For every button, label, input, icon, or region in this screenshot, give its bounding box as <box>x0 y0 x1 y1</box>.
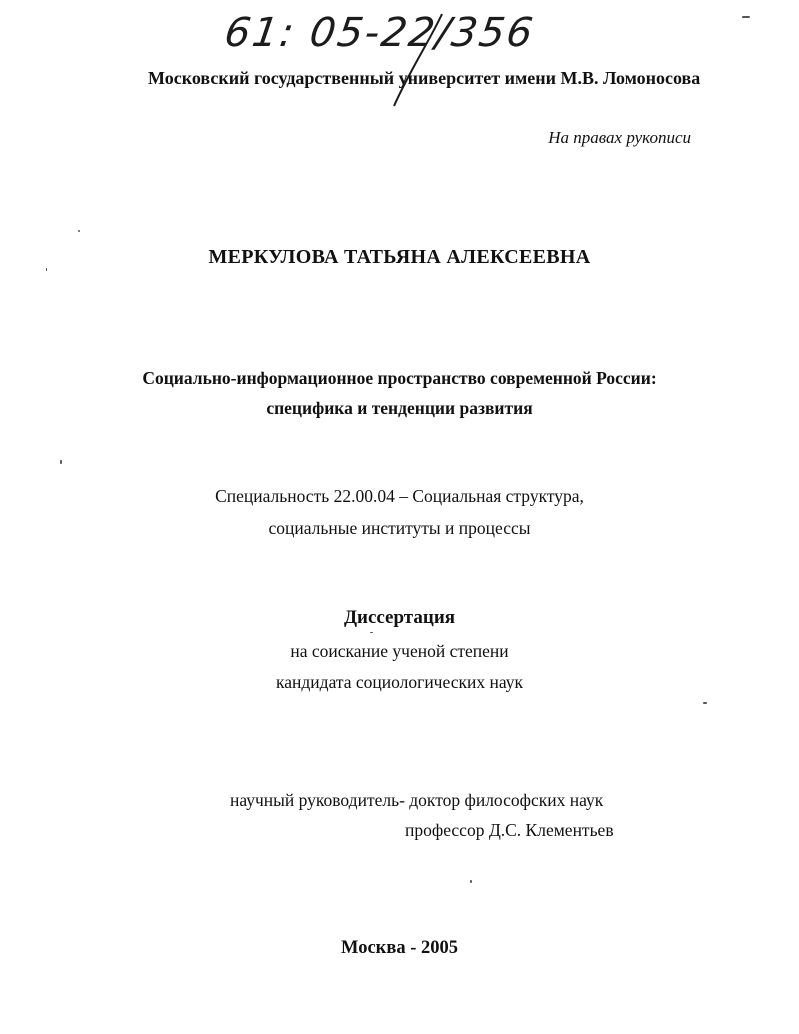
dissertation-title-line-1: Социально-информационное пространство современной России: <box>142 368 657 388</box>
scan-speck <box>60 460 62 464</box>
dissertation-title-line-2: специфика и тенденции развития <box>266 398 533 418</box>
specialty-line-1: Специальность 22.00.04 – Социальная структура, <box>215 486 584 506</box>
author-name: МЕРКУЛОВА ТАТЬЯНА АЛЕКСЕЕВНА <box>208 246 591 268</box>
pen-slash-mark <box>380 10 470 110</box>
place-and-year: Москва - 2005 <box>341 938 458 958</box>
handwritten-archive-number: 61: 05-22/356 <box>221 10 538 56</box>
scan-speck <box>470 880 472 883</box>
document-type: Диссертация <box>343 607 456 628</box>
advisor-line-2: профессор Д.С. Клементьев <box>405 820 614 840</box>
scan-speck <box>370 632 373 633</box>
manuscript-rights-note: На правах рукописи <box>548 128 691 147</box>
scan-speck <box>46 268 47 271</box>
scan-speck <box>78 230 80 232</box>
specialty-line-2: социальные институты и процессы <box>268 518 531 538</box>
degree-line-2: кандидата социологических наук <box>276 672 523 692</box>
scan-speck <box>742 16 750 18</box>
degree-line-1: на соискание ученой степени <box>290 641 509 661</box>
university-name: Московский государственный университет имени М.В. Ломоносова <box>148 68 701 88</box>
scan-speck <box>703 702 707 704</box>
advisor-line-1: научный руководитель- доктор философских наук <box>230 790 604 810</box>
